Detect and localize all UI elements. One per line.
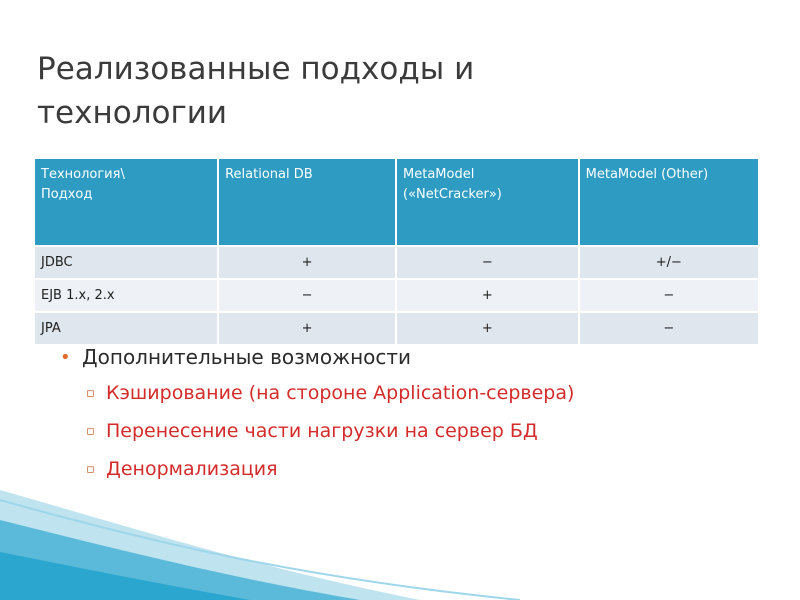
table-cell: +	[396, 312, 579, 345]
bullet-dot-icon: •	[60, 346, 71, 368]
table-row	[34, 246, 759, 279]
header-netcracker-label: («NetCracker»)	[403, 187, 502, 202]
row-label: JDBC	[34, 246, 218, 279]
header-relational-db: Relational DB	[218, 158, 396, 246]
header-metamodel-netcracker	[396, 158, 579, 246]
row-label: EJB 1.x, 2.x	[34, 279, 218, 312]
header-metamodel-other: MetaModel (Other)	[579, 158, 759, 246]
sub-bullet	[86, 450, 574, 488]
table-cell: +	[396, 279, 579, 312]
bullet-main-text: Дополнительные возможности	[82, 345, 412, 369]
bullet-main	[60, 340, 574, 374]
header-technology-label: Технология\	[41, 167, 125, 182]
table-row	[34, 279, 759, 312]
header-metamodel-label: MetaModel	[403, 167, 475, 182]
slide-title-line-2: технологии	[37, 95, 228, 131]
sub-bullet-text: Перенесение части нагрузки на сервер БД	[106, 420, 538, 442]
table-cell: +	[218, 246, 396, 279]
hollow-square-bullet-icon: ▫	[86, 461, 95, 477]
sub-bullet-text: Кэширование (на стороне Application-сервера)	[106, 382, 575, 404]
sub-bullet-text: Денормализация	[106, 458, 278, 480]
sub-bullet	[86, 374, 574, 412]
decorative-wave	[0, 490, 800, 600]
table-cell: −	[579, 279, 759, 312]
slide-title	[37, 47, 637, 135]
hollow-square-bullet-icon: ▫	[86, 385, 95, 401]
table-cell: −	[396, 246, 579, 279]
slide-title-line-1: Реализованные подходы и	[37, 51, 475, 87]
sub-bullet	[86, 412, 574, 450]
header-approach-label: Подход	[41, 187, 93, 202]
table-header-row	[34, 158, 759, 246]
table-cell: +	[218, 312, 396, 345]
approaches-table	[33, 157, 760, 346]
hollow-square-bullet-icon: ▫	[86, 423, 95, 439]
table-cell: −	[218, 279, 396, 312]
header-technology-approach	[34, 158, 218, 246]
bullet-list	[60, 340, 574, 488]
row-label: JPA	[34, 312, 218, 345]
table-cell: +/−	[579, 246, 759, 279]
table-cell: −	[579, 312, 759, 345]
